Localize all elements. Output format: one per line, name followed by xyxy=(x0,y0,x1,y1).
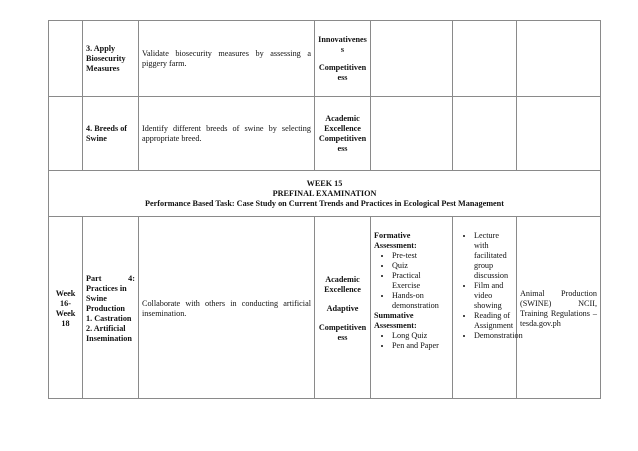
list-item: • Pre-test xyxy=(392,251,449,261)
value-text: Competitiveness xyxy=(318,133,367,153)
curriculum-table xyxy=(48,20,601,399)
values-cell xyxy=(315,21,371,97)
list-item: • Film and video showing xyxy=(474,281,513,311)
formative-label: Formative Assessment: xyxy=(374,231,417,250)
table-row xyxy=(49,21,601,97)
topic-cell: 3. Apply Biosecurity Measures xyxy=(83,21,139,97)
week-cell xyxy=(49,21,83,97)
strategy-cell xyxy=(453,21,517,97)
list-item: • Demonstration xyxy=(474,331,513,341)
value-text: Innovativeness xyxy=(318,34,367,54)
list-item: • Pen and Paper xyxy=(392,341,449,351)
exam-title: PREFINAL EXAMINATION xyxy=(272,188,377,198)
learning-outcome-cell: Collaborate with others in conducting artificial insemination. xyxy=(139,217,315,399)
value-text: Academic Excellence xyxy=(324,113,361,133)
week-cell xyxy=(49,97,83,171)
value-text: Competitiveness xyxy=(318,322,367,342)
value-text: Academic Excellence xyxy=(324,274,361,294)
list-item: • Lecture with facilitated group discussion xyxy=(474,231,513,281)
learning-outcome-cell: Validate biosecurity measures by assessing a piggery farm. xyxy=(139,21,315,97)
strategy-list xyxy=(456,231,523,341)
topic-cell xyxy=(83,217,139,399)
value-text: Competitiveness xyxy=(318,62,367,82)
list-item: • Reading of Assignment xyxy=(474,311,513,331)
strategy-cell xyxy=(453,217,523,399)
table-row xyxy=(49,217,601,399)
table-row xyxy=(49,97,601,171)
summative-list xyxy=(374,331,449,351)
formative-list xyxy=(374,251,449,311)
list-item: • Long Quiz xyxy=(392,331,449,341)
topic-title: Practices in Swine Production xyxy=(86,283,127,313)
assessment-cell xyxy=(371,97,453,171)
topic-item: 2. Artificial Insemination xyxy=(86,323,132,343)
exam-task: Performance Based Task: Case Study on Current Trends and Practices in Ecological Pest Management xyxy=(145,198,504,208)
resources-cell xyxy=(517,97,601,171)
week-cell: Week 16-Week 18 xyxy=(49,217,83,399)
list-item: • Quiz xyxy=(392,261,449,271)
assessment-cell xyxy=(371,217,453,399)
assessment-cell xyxy=(371,21,453,97)
strategy-cell xyxy=(453,97,517,171)
values-cell xyxy=(315,217,371,399)
exam-week: WEEK 15 xyxy=(306,178,343,188)
exam-row xyxy=(49,171,601,217)
values-cell xyxy=(315,97,371,171)
value-text: Adaptive xyxy=(326,303,359,313)
topic-item: 1. Castration xyxy=(86,313,132,323)
resources-cell: Animal Production (SWINE) NCII, Training Regulations – tesda.gov.ph xyxy=(517,217,601,399)
list-item: • Hands-on demonstration xyxy=(392,291,449,311)
summative-label: Summative Assessment: xyxy=(374,311,417,330)
learning-outcome-cell: Identify different breeds of swine by selecting appropriate breed. xyxy=(139,97,315,171)
list-item: • Practical Exercise xyxy=(392,271,449,291)
exam-banner xyxy=(49,171,601,217)
topic-cell: 4. Breeds of Swine xyxy=(83,97,139,171)
topic-part: Part 4: xyxy=(86,273,135,283)
resources-cell xyxy=(517,21,601,97)
